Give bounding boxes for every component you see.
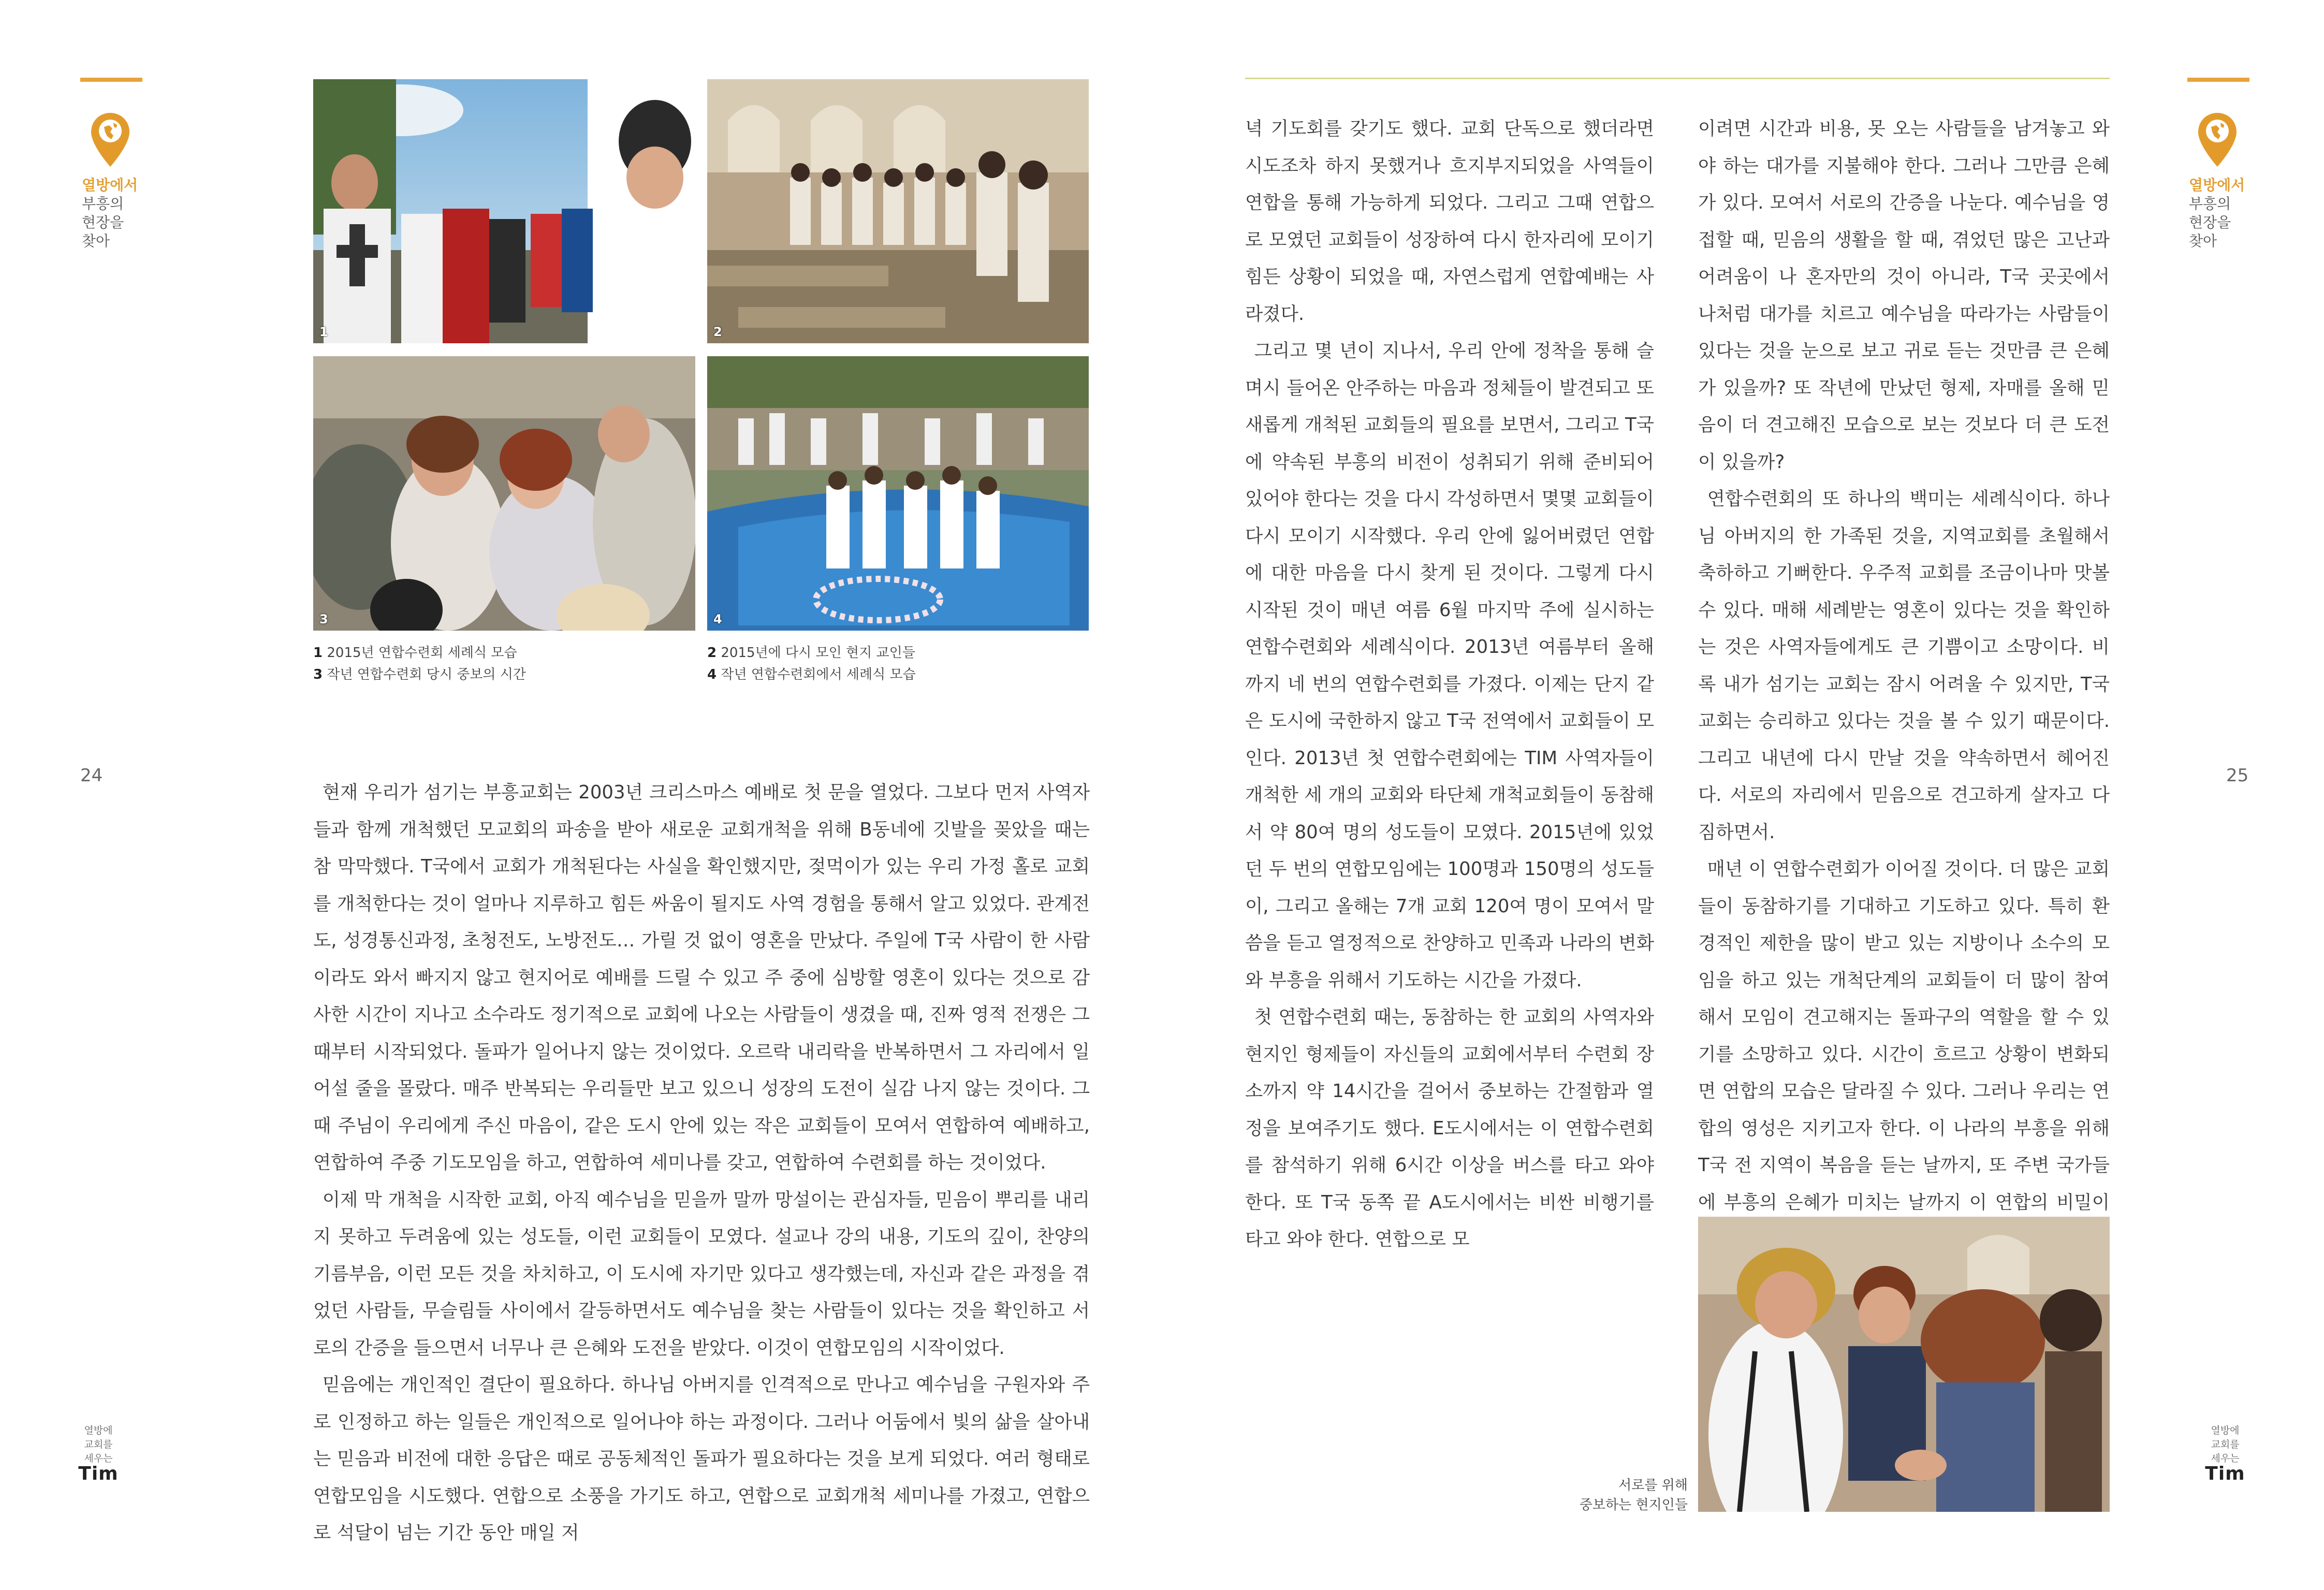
photo-pool-baptism bbox=[707, 356, 1089, 631]
caption-number: 2 bbox=[707, 645, 717, 661]
section-line: 현장을 bbox=[2189, 214, 2231, 231]
photo-captions-right bbox=[707, 642, 1070, 685]
tim-logo: Tim bbox=[2205, 1463, 2245, 1484]
footer-logo-right bbox=[2204, 1424, 2246, 1484]
top-rule bbox=[1245, 78, 2110, 79]
paragraph: 첫 연합수련회 때는, 동참하는 한 교회의 사역자와 현지인 형제들이 자신들의 교회에서부터 수련회 장소까지 약 14시간을 걸어서 중보하는 간절함과 열정을 보여주기도 했다. E도시에서는 이 연합수련회를 참석하기 위해 6시간 이상을 버스를 타고 와야 한다. 또 T국 동쪽 끝 A도시에서는 비싼 비행기를 타고 와야 한다. 연합으로 모 bbox=[1245, 1006, 1654, 1250]
page-number-right: 25 bbox=[2226, 765, 2249, 786]
left-body-text bbox=[313, 774, 1090, 1552]
paragraph: 매년 이 연합수련회가 이어질 것이다. 더 많은 교회들이 동참하기를 기대하고 기도하고 있다. 특히 환경적인 제한을 많이 받고 있는 지방이나 소수의 모임을 하고 있는 개척단계의 교회들이 더 많이 참여해서 모임이 견고해지는 돌파구의 역할을 할 수 있기를 소망하고 있다. 시간이 흐르고 상황이 변화되면 연합의 모습은 달라질 수 있다. 그러나 우리는 연합의 영성은 지키고자 한다. 이 나라의 부흥을 위해 T국 전 지역이 복음을 듣는 날까지, 또 주변 국가들에 부흥의 은혜가 미치는 날까지 이 연합의 비밀이 bbox=[1698, 858, 2110, 1213]
caption-text: 2015년 연합수련회 세례식 모습 bbox=[323, 645, 517, 661]
footer-line: 열방에 bbox=[2211, 1425, 2240, 1436]
footer-logo-left bbox=[78, 1424, 119, 1484]
pool-baptism-image bbox=[707, 356, 1089, 631]
caption-number: 4 bbox=[707, 667, 717, 682]
caption-3 bbox=[313, 664, 676, 685]
section-line: 찾아 bbox=[2189, 232, 2217, 250]
right-photo-caption bbox=[1553, 1476, 1688, 1515]
photo-captions-left bbox=[313, 642, 676, 685]
section-highlight: 열방에서 bbox=[82, 177, 138, 194]
section-label-left bbox=[82, 176, 138, 251]
section-line: 부흥의 bbox=[2189, 195, 2231, 212]
photo-number: 3 bbox=[319, 612, 328, 626]
paragraph: 이려면 시간과 비용, 못 오는 사람들을 남겨놓고 와야 하는 대가를 지불해야 한다. 그러나 그만큼 은혜가 있다. 모여서 서로의 간증을 나눈다. 예수님을 영접할 때, 믿음의 생활을 할 때, 겪었던 많은 고난과 어려움이 나 혼자만의 것이 아니라, T국 곳곳에서 나처럼 대가를 치르고 예수님을 따라가는 사람들이 있다는 것을 눈으로 보고 귀로 듣는 것만큼 큰 은혜가 있을까? 또 작년에 만났던 형제, 자매를 올해 믿음이 더 견고해진 모습으로 보는 것보다 더 큰 도전이 있을까? bbox=[1698, 118, 2110, 473]
caption-number: 3 bbox=[313, 667, 323, 682]
paragraph: 이제 막 개척을 시작한 교회, 아직 예수님을 믿을까 말까 망설이는 관심자들, 믿음이 뿌리를 내리지 못하고 두려움에 있는 성도들, 이런 교회들이 모였다. 설교나 강의 내용, 기도의 깊이, 찬양의 기름부음, 이런 모든 것을 차치하고, 이 도시에 자기만 있다고 생각했는데, 자신과 같은 과정을 겪었던 사람들, 무슬림들 사이에서 갈등하면서도 예수님을 찾는 사람들이 있다는 것을 확인하고 서로의 간증을 들으면서 너무나 큰 은혜와 도전을 받았다. 이것이 연합모임의 시작이었다. bbox=[313, 1189, 1090, 1359]
footer-line: 세우는 bbox=[84, 1453, 113, 1464]
paragraph: 현재 우리가 섬기는 부흥교회는 2003년 크리스마스 예배로 첫 문을 열었다. 그보다 먼저 사역자들과 함께 개척했던 모교회의 파송을 받아 새로운 교회개척을 위해 B동네에 깃발을 꽂았을 때는 참 막막했다. T국에서 교회가 개척된다는 사실을 확인했지만, 젖먹이가 있는 우리 가정 홀로 교회를 개척한다는 것이 얼마나 지루하고 힘든 싸움이 될지도 사역 경험을 통해서 알고 있었다. 관계전도, 성경통신과정, 초청전도, 노방전도… 가릴 것 없이 영혼을 만났다. 주일에 T국 사람이 한 사람이라도 와서 빠지지 않고 현지어로 예배를 드릴 수 있고 주 중에 심방할 영혼이 있다는 것으로 감사한 시간이 지나고 소수라도 정기적으로 교회에 나오는 사람들이 생겼을 때, 진짜 영적 전쟁은 그때부터 시작되었다. 돌파가 일어나지 않는 것이었다. 오르락 내리락을 반복하면서 그 자리에서 일어설 줄을 몰랐다. 매주 반복되는 우리들만 보고 있으니 성장의 도전이 실감 나지 않는 것이다. 그때 주님이 우리에게 주신 마음이, 같은 도시 안에 있는 작은 교회들이 모여서 연합하여 예배하고, 연합하여 주중 기도모임을 하고, 연합하여 세미나를 갖고, 연합하여 수련회를 하는 것이었다. bbox=[313, 782, 1090, 1173]
photo-intercession-prayer bbox=[313, 356, 695, 631]
baptism-ceremony-image bbox=[313, 79, 695, 343]
section-line: 부흥의 bbox=[82, 195, 124, 212]
caption-line: 중보하는 현지인들 bbox=[1579, 1497, 1688, 1513]
location-pin-icon bbox=[2197, 111, 2238, 168]
section-line: 현장을 bbox=[82, 214, 124, 231]
section-marker-bar-left bbox=[80, 78, 142, 82]
caption-text: 2015년에 다시 모인 현지 교인들 bbox=[717, 645, 915, 661]
caption-1 bbox=[313, 642, 676, 664]
footer-line: 열방에 bbox=[84, 1425, 113, 1436]
photo-intercession-locals bbox=[1698, 1217, 2110, 1512]
paragraph: 그리고 몇 년이 지나서, 우리 안에 정착을 통해 슬며시 들어온 안주하는 마음과 정체들이 발견되고 또 새롭게 개척된 교회들의 필요를 보면서, 그리고 T국에 약속된 부흥의 비전이 성취되기 위해 준비되어 있어야 한다는 것을 다시 각성하면서 몇몇 교회들이 다시 모이기 시작했다. 우리 안에 잃어버렸던 연합에 대한 마음을 다시 찾게 된 것이다. 그렇게 다시 시작된 것이 매년 여름 6월 마지막 주에 실시하는 연합수련회와 세례식이다. 2013년 여름부터 올해까지 네 번의 연합수련회를 가졌다. 이제는 단지 같은 도시에 국한하지 않고 T국 전역에서 교회들이 모인다. 2013년 첫 연합수련회에는 TIM 사역자들이 개척한 세 개의 교회와 타단체 개척교회들이 동참해서 약 80여 명의 성도들이 모였다. 2015년에 있었던 두 번의 연합모임에는 100명과 150명의 성도들이, 그리고 올해는 7개 교회 120여 명이 모여서 말씀을 듣고 열정적으로 찬양하고 민족과 나라의 변화와 부흥을 위해서 기도하는 시간을 가졌다. bbox=[1245, 340, 1654, 991]
photo-worship-hall bbox=[707, 79, 1089, 343]
paragraph: 믿음에는 개인적인 결단이 필요하다. 하나님 아버지를 인격적으로 만나고 예수님을 구원자와 주로 인정하고 하는 일들은 개인적으로 일어나야 하는 과정이다. 그러나 어둠에서 빛의 삶을 살아내는 믿음과 비전에 대한 응답은 때로 공동체적인 돌파가 필요하다는 것을 보게 되었다. 여러 형태로 연합모임을 시도했다. 연합으로 소풍을 가기도 하고, 연합으로 교회개척 세미나를 가졌고, 연합으로 석달이 넘는 기간 동안 매일 저 bbox=[313, 1374, 1090, 1543]
footer-line: 교회를 bbox=[2211, 1439, 2240, 1450]
caption-number: 1 bbox=[313, 645, 323, 661]
caption-line: 서로를 위해 bbox=[1618, 1478, 1688, 1493]
caption-text: 작년 연합수련회 당시 중보의 시간 bbox=[323, 667, 527, 682]
paragraph: 연합수련회의 또 하나의 백미는 세례식이다. 하나님 아버지의 한 가족된 것을, 지역교회를 초월해서 축하하고 기뻐한다. 우주적 교회를 조금이나마 맛볼 수 있다. 매해 세례받는 영혼이 있다는 것을 확인하는 것은 사역자들에게도 큰 기쁨이고 소망이다. 비록 내가 섬기는 교회는 잠시 어려울 수 있지만, T국 교회는 승리하고 있다는 것을 볼 수 있기 때문이다. 그리고 내년에 다시 만날 것을 약속하면서 헤어진다. 서로의 자리에서 믿음으로 견고하게 살자고 다짐하면서. bbox=[1698, 488, 2110, 843]
photo-number: 2 bbox=[713, 325, 722, 339]
caption-2 bbox=[707, 642, 1070, 664]
location-pin-icon bbox=[90, 111, 131, 168]
paragraph: 녁 기도회를 갖기도 했다. 교회 단독으로 했더라면 시도조차 하지 못했거나 흐지부지되었을 사역들이 연합을 통해 가능하게 되었다. 그리고 그때 연합으로 모였던 교회들이 성장하여 다시 한자리에 모이기 힘든 상황이 되었을 때, 자연스럽게 연합예배는 사라졌다. bbox=[1245, 118, 1654, 325]
caption-text: 작년 연합수련회에서 세례식 모습 bbox=[717, 667, 916, 682]
intercession-prayer-image bbox=[313, 356, 695, 631]
photo-baptism-ceremony bbox=[313, 79, 695, 343]
footer-line: 세우는 bbox=[2211, 1453, 2240, 1464]
section-line: 찾아 bbox=[82, 232, 110, 250]
caption-4 bbox=[707, 664, 1070, 685]
photo-number: 1 bbox=[319, 325, 328, 339]
right-body-column-2 bbox=[1698, 110, 2110, 1258]
section-label-right bbox=[2189, 176, 2245, 251]
section-highlight: 열방에서 bbox=[2189, 177, 2245, 194]
tim-logo: Tim bbox=[78, 1463, 119, 1484]
footer-line: 교회를 bbox=[84, 1439, 113, 1450]
worship-hall-image bbox=[707, 79, 1089, 343]
section-marker-bar-right bbox=[2187, 78, 2249, 82]
right-body-column-1 bbox=[1245, 110, 1654, 1258]
intercession-locals-image bbox=[1698, 1217, 2110, 1512]
page-number-left: 24 bbox=[80, 765, 103, 786]
photo-number: 4 bbox=[713, 612, 722, 626]
